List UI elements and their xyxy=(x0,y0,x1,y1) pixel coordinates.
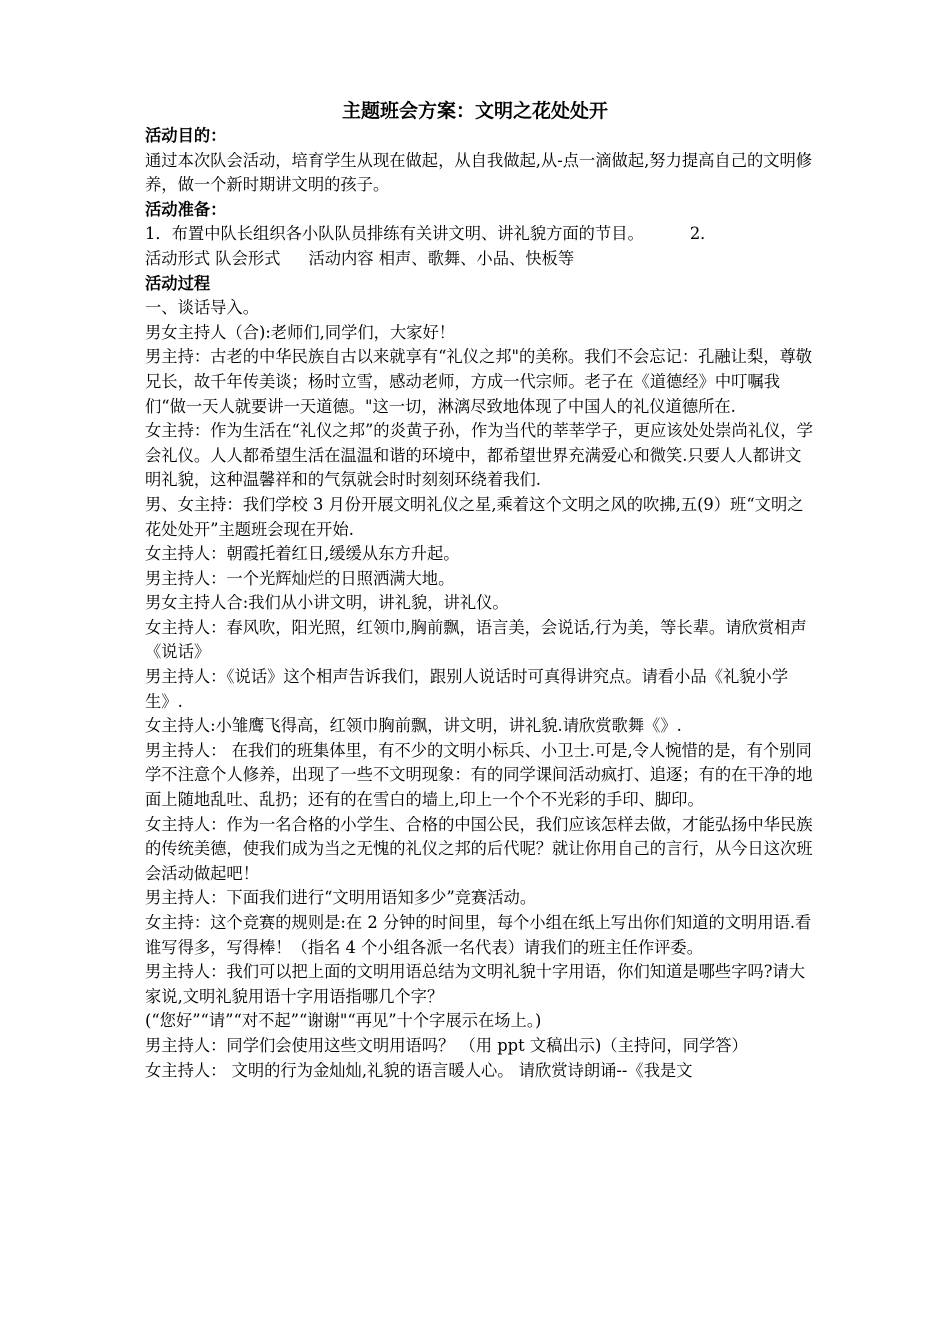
purpose-heading: 活动目的： xyxy=(145,126,227,145)
process-heading: 活动过程 xyxy=(145,273,211,293)
preparation-heading: 活动准备： xyxy=(145,199,227,219)
paragraph: 女主持人：春风吹，阳光照，红领巾,胸前飘，语言美，会说话,行为美，等长辈。请欣赏相声《说话》 xyxy=(145,617,807,662)
document-body xyxy=(145,124,817,1083)
paragraph: 男主持人：我们可以把上面的文明用语总结为文明礼貌十字用语，你们知道是哪些字吗?请大家说,文明礼貌用语十字用语指哪几个字？ xyxy=(145,962,805,1006)
paragraph: 男主持人：一个光辉灿烂的日照洒满大地。 xyxy=(145,568,455,588)
preparation-items xyxy=(145,222,817,247)
paragraph: 男、女主持：我们学校 3 月份开展文明礼仪之星,乘着这个文明之风的吹拂,五(9）班“文明之花处处开”主题班会现在开始. xyxy=(145,494,804,539)
paragraph: 女主持人：朝霞托着红日,缓缓从东方升起。 xyxy=(145,544,460,564)
paragraph: (“您好”“请”“对不起”“谢谢"“再见”十个字展示在场上。) xyxy=(145,1011,542,1031)
document-title: 主题班会方案：文明之花处处开 xyxy=(341,100,608,122)
activity-form: 活动形式 队会形式 xyxy=(145,248,281,268)
paragraph: 一、谈话导入。 xyxy=(145,298,259,318)
preparation-item-2-number: 2． xyxy=(689,224,717,244)
preparation-item-1: 1．布置中队长组织各小队队员排练有关讲文明、讲礼貌方面的节目。 xyxy=(145,224,644,244)
paragraph: 男主持人： 在我们的班集体里，有不少的文明小标兵、小卫士.可是,令人惋惜的是，有个别同学不注意个人修养，出现了一些不文明现象：有的同学课间活动疯打、追逐；有的在干净的地面上随地乱吐、乱扔；还有的在雪白的墙上,印上一个个不光彩的手印、脚印。 xyxy=(145,740,813,810)
paragraph: 男女主持人合:我们从小讲文明，讲礼貌，讲礼仪。 xyxy=(145,593,509,613)
paragraph: 男女主持人（合):老师们,同学们，大家好！ xyxy=(145,322,456,342)
activity-form-line xyxy=(145,247,817,272)
paragraph: 男主持人：下面我们进行“文明用语知多少”竞赛活动。 xyxy=(145,888,537,908)
paragraph: 女主持人：作为一名合格的小学生、合格的中国公民，我们应该怎样去做，才能弘扬中华民族的传统美德，使我们成为当之无愧的礼仪之邦的后代呢？就让你用自己的言行，从今日这次班会活动做起吧！ xyxy=(145,814,813,883)
paragraph: 女主持人:小雏鹰飞得高，红领巾胸前飘，讲文明，讲礼貌.请欣赏歌舞《》. xyxy=(145,716,682,736)
purpose-text: 通过本次队会活动，培育学生从现在做起，从自我做起,从-点一滴做起,努力提高自己的文明修养，做一个新时期讲文明的孩子。 xyxy=(145,150,813,195)
paragraph: 女主持：这个竞赛的规则是:在 2 分钟的时间里，每个小组在纸上写出你们知道的文明用语.看谁写得多，写得棒！（指名 4 个小组各派一名代表）请我们的班主任作评委。 xyxy=(145,913,812,957)
paragraph: 女主持人： 文明的行为金灿灿,礼貌的语言暖人心。 请欣赏诗朗诵--《我是文 xyxy=(145,1060,693,1080)
paragraph: 男主持：古老的中华民族自古以来就享有“礼仪之邦"的美称。我们不会忘记：孔融让梨，尊敬兄长，故千年传美谈；杨时立雪，感动老师，方成一代宗师。老子在《道德经》中叮嘱我们“做一天人就要讲一天道德。"这一切，淋漓尽致地体现了中国人的礼仪道德所在. xyxy=(145,347,813,416)
paragraph: 男主持人：《说话》这个相声告诉我们，跟别人说话时可真得讲究点。请看小品《礼貌小学生》. xyxy=(145,667,789,711)
activity-content: 活动内容 相声、歌舞、小品、快板等 xyxy=(308,248,575,268)
paragraph: 女主持：作为生活在“礼仪之邦”的炎黄子孙，作为当代的莘莘学子，更应该处处崇尚礼仪，学会礼仪。人人都希望生活在温温和谐的环境中，都希望世界充满爱心和微笑.只要人人都讲文明礼貌，这种温馨祥和的气氛就会时时刻刻环绕着我们. xyxy=(145,421,813,490)
paragraph: 男主持人：同学们会使用这些文明用语吗？ （用 ppt 文稿出示)（主持问，同学答） xyxy=(145,1035,748,1055)
